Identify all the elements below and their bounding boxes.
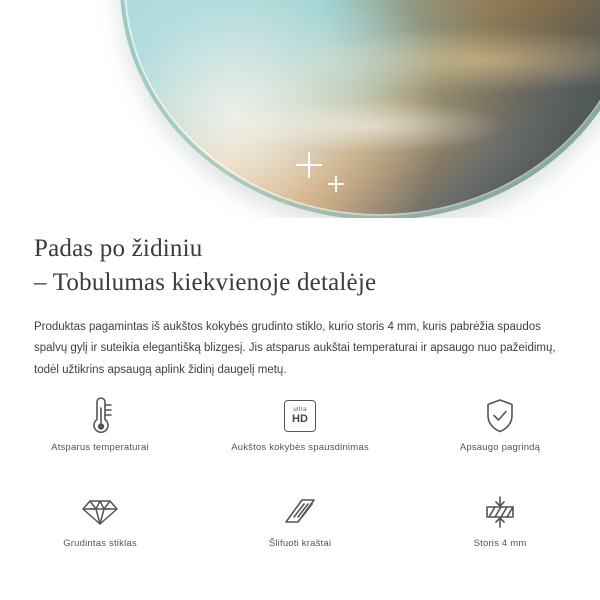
feature-list: [0, 394, 600, 568]
feature-item-surface-protection: [400, 394, 600, 472]
page-title: [0, 218, 600, 299]
feature-label: Aukštos kokybės spausdinimas: [231, 442, 369, 453]
feature-item-temperature: [0, 394, 200, 472]
headline-line-1: Padas po židiniu: [34, 235, 203, 262]
diamond-icon: [81, 490, 119, 534]
thickness-icon: [480, 490, 520, 534]
headline-line-2: – Tobulumas kiekvienoje detalėje: [34, 268, 377, 296]
feature-item-print-quality: [200, 394, 400, 472]
feature-item-thickness: [400, 490, 600, 568]
polished-edges-icon: [282, 490, 318, 534]
feature-label: Atsparus temperaturai: [51, 442, 149, 453]
hero-image: [0, 0, 600, 218]
description-paragraph: Produktas pagamintas iš aukštos kokybės grudinto stiklo, kurio storis 4 mm, kuris pabrėžia spaudos spalvų gylį ir suteikia elegantišką blizgesį. Jis atsparus aukštai temperaturai ir apsaugo nuo pažeidimų, todėl užtikrins apsaugą aplink židinį daugelį metų.: [34, 321, 556, 376]
feature-label: Šlifuoti kraštai: [268, 538, 332, 549]
feature-label: Grudintas stiklas: [63, 538, 137, 549]
shield-check-icon: [483, 394, 517, 438]
thermometer-icon: [83, 394, 117, 438]
ultra-hd-icon: ultra HD: [284, 394, 316, 438]
feature-label: Storis 4 mm: [473, 538, 527, 549]
content-block: [0, 218, 600, 381]
feature-item-tempered-glass: [0, 490, 200, 568]
feature-item-polished-edges: [200, 490, 400, 568]
feature-label: Apsaugo pagrindą: [459, 442, 541, 453]
